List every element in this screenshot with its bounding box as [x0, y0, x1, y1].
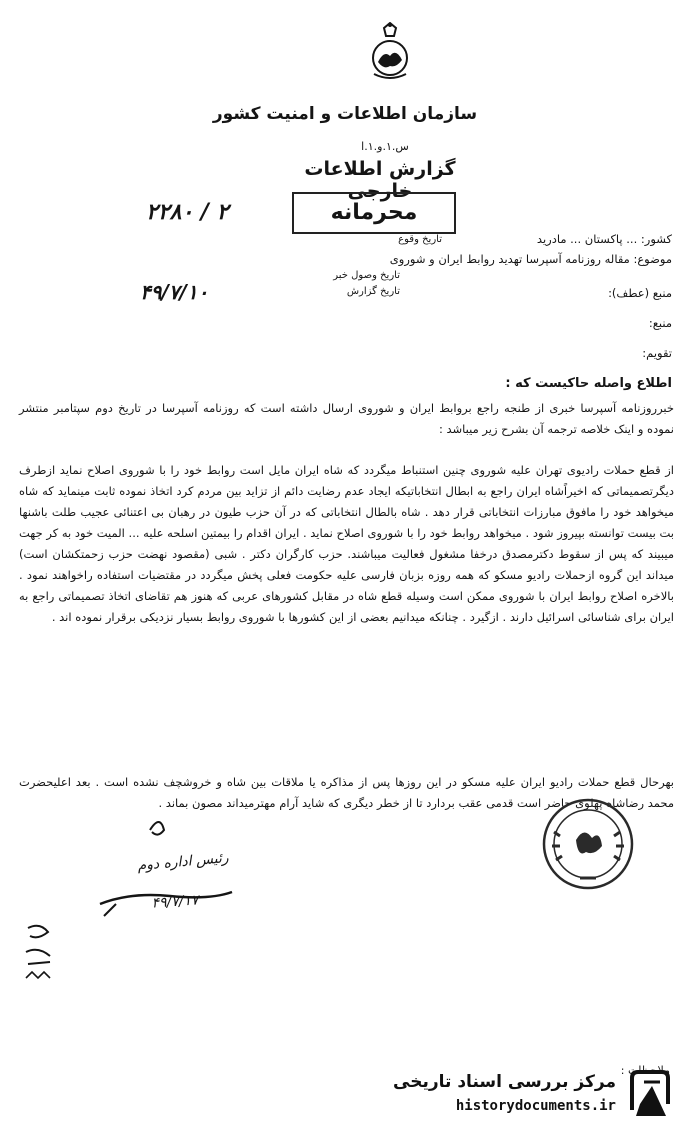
- report-date-field: تاریخ گزارش: [346, 286, 400, 297]
- body-paragraph-1: خبرروزنامه آسپرسا خبری از طنجه راجع بروابط ایران و شوروی ارسال داشته است که روزنامه آسپرسا در تاریخ دوم سپتامبر منتشر نموده و اینک خلاصه ترجمه آن بشرح زیر میباشد :: [19, 401, 674, 436]
- notes-field: ملاحظات :: [620, 1064, 670, 1077]
- subject-field: موضوع: مقاله روزنامه آسپرسا تهدید روابط ایران و شوروی: [389, 252, 672, 266]
- watermark-url: historydocuments.ir: [455, 1098, 616, 1114]
- lion-and-sun-emblem-icon: [366, 22, 414, 80]
- handwritten-report-date: ۴۹/۷/۱۰: [140, 280, 209, 304]
- country-field: کشور: ... پاکستان ... مادرید: [536, 232, 672, 246]
- organization-name: سازمان اطلاعات و امنیت کشور: [212, 104, 478, 124]
- margin-handwriting-scribble: [20, 918, 60, 988]
- body-paragraph-2: از قطع حملات رادیوی تهران علیه شوروی چنین استنباط میگردد که شاه ایران مایل است روابط خود را با شوروی اصلاح نماید ازطرف دیگرتصمیماتی که اخیراًشاه ایران راجع به ابطال انتخاباتیکه ایجاد عدم رضایت دائم از تزاید بین مردم کرد اتخاذ نموده ثابت مینماید که شاه میخواهد خود را مافوق مبارزات انتخاباتی قرار دهد . شاه بالطال انتخاباتی که در آن حزب طیون در رهبان بی اعتنائی عجیب طلت باشنها بت بیست توانسته بپیروز شود . میخواهد روابط خود را با شوروی اصلاح نماید . ایران اقدام را بیمتین اسلحه علیه ... المیت خود به کر جهت میبیند که پس از سقوط دکترمصدق درخفا مشغول فعالیت میباشند. حزب کارگران دکتر . شبی (مقصود نهضت حزب زحمتکشان است) میداند این گروه ازحملات رادیو مسکو که همه روزه بزبان فارسی علیه حکومت فعلی پخش میگردد در مقتضیات استفاده راخواهند نمود . بالاخره اصلاح روابط ایران با شوروی ممکن است وسیله قطع شاه در مقابل کشورهای عربی که هنوز هم تقاضای اتخاذ تصمیماتی راجع به ایران برای شناسائی اسرائیل دارند . ازگیرد . چنانکه میدانیم بعضی از این کشورها با شوروی روابط بسیار نزدیکی برقرار نموده اند .: [19, 463, 674, 624]
- series-number: س.۱.و.۱.ا: [361, 140, 409, 153]
- review-field: تقویم:: [642, 346, 672, 360]
- intro-line: اطلاع واصله حاکیست که :: [505, 376, 672, 391]
- document-center-logo-icon: [622, 1064, 680, 1120]
- watermark-title: مرکز بررسی اسناد تاریخی: [393, 1072, 616, 1092]
- round-seal-stamp-icon: [540, 796, 636, 892]
- closing-paragraph: بهرحال قطع حملات رادیو ایران علیه مسکو در این روزها پس از مذاکره یا ملاقات بین شاه و خروشچف نشده است . بعد اعلیحضرت محمد رضاشاه پهلوی حاضر است قدمی عقب بردارد تا از خطر دیگری که شاید آرام مهترمیداند مصون بماند .: [19, 775, 674, 810]
- source-field: منبع (عطف):: [608, 286, 672, 300]
- signature-title: رئیس اداره دوم: [136, 850, 230, 874]
- classification-box: محرمانه: [292, 192, 456, 234]
- report-title: گزارش اطلاعات خارجی: [304, 158, 456, 202]
- reference-field: منبع:: [648, 316, 672, 330]
- received-date-field: تاریخ وصول خبر: [333, 270, 400, 281]
- handwritten-reference-number: ۲۲۸۰ / ۲: [146, 200, 229, 225]
- signature-date: ۴۹/۷/۱۷: [150, 892, 200, 912]
- date-of-information-field: تاریخ وقوع: [398, 234, 442, 245]
